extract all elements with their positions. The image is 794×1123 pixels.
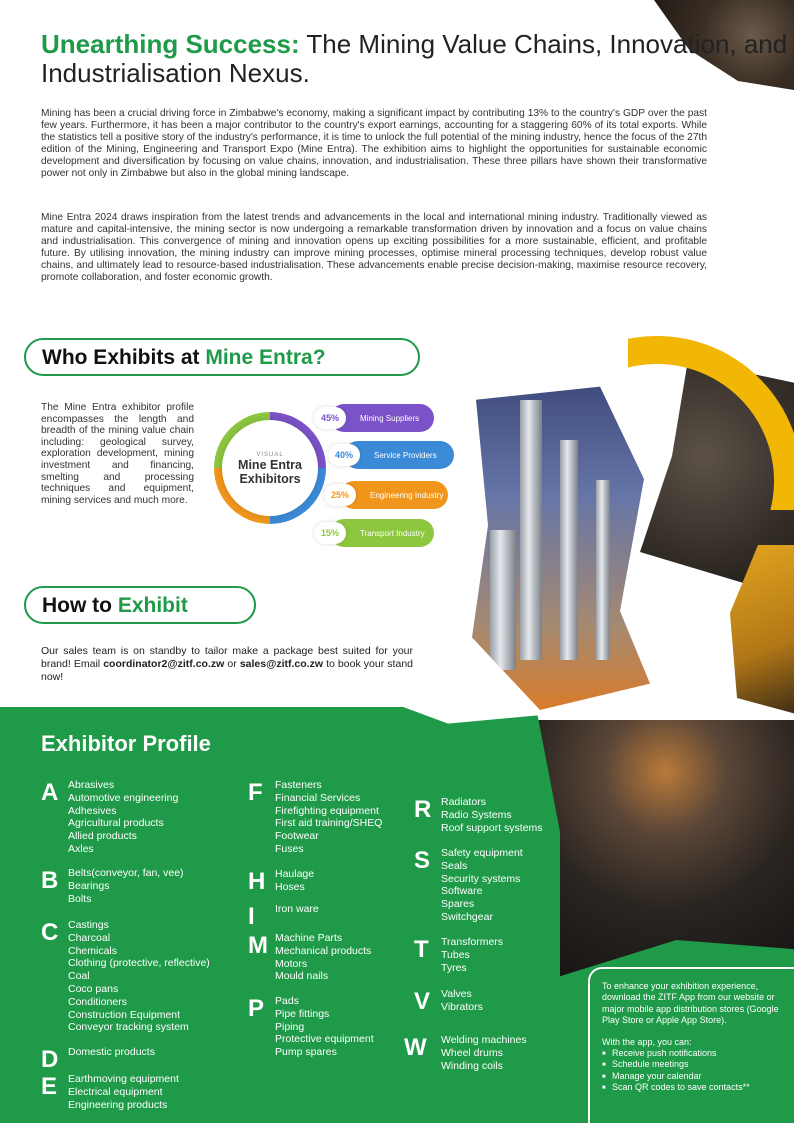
title-accent: Unearthing Success: (41, 29, 300, 59)
list-item: Allied products (68, 830, 137, 843)
list-item: Roof support systems (441, 821, 543, 834)
group-items (441, 936, 503, 974)
group-items (275, 903, 319, 916)
app-feature: ■ Scan QR codes to save contacts** (602, 1082, 784, 1093)
list-item: Pads (275, 995, 299, 1007)
list-item: Fuses (275, 842, 304, 855)
exhibitors-ring-label (222, 452, 318, 486)
group-items (441, 1034, 527, 1072)
list-item: Firefighting equipment (275, 804, 379, 817)
bar-label: Transport Industry (360, 528, 425, 538)
group-letter: M (248, 932, 268, 959)
bar-service-providers (344, 441, 454, 469)
how-text-before: Our sales team is on standby to tailor make a package best suited for your brand! Email (41, 645, 413, 670)
bar-pct-transport-industry: 15% (314, 522, 346, 544)
list-item: Chemicals (68, 944, 118, 957)
list-item: Vibrators (441, 1000, 483, 1013)
list-item: Conditioners (68, 995, 127, 1008)
list-item: Software (441, 885, 483, 898)
list-item: Radio Systems (441, 808, 512, 821)
group-letter: E (41, 1073, 58, 1100)
email-sales-link[interactable]: sales@zitf.co.zw (239, 658, 323, 670)
group-items (68, 867, 184, 905)
app-intro: To enhance your exhibition experience, download the ZITF App from our website or major mobile app distribution stores (Google Play Store or Apple App Store). (602, 981, 779, 1026)
list-item: Earthmoving equipment (68, 1073, 179, 1085)
list-item: Automotive engineering (68, 791, 179, 804)
list-item: Bolts (68, 892, 92, 905)
bar-pct-engineering-industry: 25% (324, 484, 356, 506)
intro-paragraph-1: Mining has been a crucial driving force in Zimbabwe's economy, making a significant impact by contributing 13% to the country's GDP over the past few years. Furthermore, it has been a major contributor to the country's export earnings, accounting for a staggering 60% of its total exports. While the statistics tell a positive story of the industry's performance, it is time to unlock the full potential of the mining industry, hence the focus of the 27th edition of the Mining, Engineering and Transport Expo (Mine Entra). The exhibition aims to highlight the opportunities for sustainable economic development and diversification by focusing on value chains, innovation, and industrialisation. These three pillars have shown their transformative power not only in Zimbabwe but also in the global mining landscape. (41, 108, 707, 179)
group-letter: F (248, 779, 263, 806)
list-item: Hoses (275, 880, 305, 893)
group-items (441, 847, 523, 924)
list-item: Wheel drums (441, 1046, 503, 1059)
group-letter: W (404, 1034, 427, 1061)
group-letter: V (414, 988, 431, 1015)
group-letter: P (248, 995, 265, 1022)
app-feature: ■ Manage your calendar (602, 1071, 784, 1082)
list-item: Charcoal (68, 931, 111, 944)
group-items (68, 1046, 155, 1059)
group-letter: R (414, 796, 432, 823)
list-item: Electrical equipment (68, 1085, 163, 1098)
list-item: Safety equipment (441, 847, 523, 859)
list-item: Financial Services (275, 791, 361, 804)
list-item: Pipe fittings (275, 1007, 330, 1020)
list-item: Switchgear (441, 910, 493, 923)
list-item: Machine Parts (275, 932, 343, 944)
app-feature: ■ Receive push notifications (602, 1048, 784, 1059)
how-to-exhibit-text (41, 645, 413, 684)
list-item: Fasteners (275, 779, 322, 791)
list-item: Motors (275, 957, 308, 970)
group-items (441, 796, 543, 834)
list-item: Axles (68, 842, 94, 855)
list-item: Domestic products (68, 1046, 155, 1058)
how-heading-plain: How to (42, 594, 118, 617)
list-item: Coal (68, 970, 90, 983)
list-item: Conveyor tracking system (68, 1021, 189, 1034)
who-heading-accent: Mine Entra? (205, 346, 326, 369)
group-items (275, 868, 314, 894)
bar-label: Engineering Industry (370, 490, 444, 500)
group-letter: I (248, 903, 255, 930)
bar-pct-service-providers: 40% (328, 444, 360, 466)
group-items (275, 779, 382, 856)
who-exhibits-text: The Mine Entra exhibitor profile encompasses the length and breadth of the mining value chain including: geological survey, exploration development, mining investment and financing, smelting and processing techniques and equipment, mining services and much more. (41, 402, 194, 506)
list-item: Mechanical products (275, 944, 372, 957)
app-with-label: With the app, you can: (602, 1036, 692, 1047)
title-rest: The Mining Value Chains, Innovation, and Industrialisation Nexus. (41, 29, 788, 88)
list-item: Winding coils (441, 1059, 503, 1072)
list-item: Tyres (441, 961, 467, 974)
list-item: Transformers (441, 936, 504, 948)
list-item: Construction Equipment (68, 1008, 181, 1021)
list-item: Mould nails (275, 970, 329, 983)
who-heading-plain: Who Exhibits at (42, 346, 206, 369)
list-item: Belts(conveyor, fan, vee) (68, 867, 184, 879)
how-text-mid: or (224, 658, 240, 670)
list-item: Engineering products (68, 1098, 168, 1111)
bar-engineering-industry (340, 481, 448, 509)
group-items (68, 779, 178, 856)
ring-small-label: VISUAL (256, 452, 284, 458)
group-items (68, 1073, 179, 1111)
list-item: Pump spares (275, 1046, 337, 1059)
list-item: Tubes (441, 948, 470, 961)
bar-label: Service Providers (374, 450, 437, 460)
list-item: First aid training/SHEQ (275, 817, 383, 830)
bar-pct-mining-suppliers: 45% (314, 407, 346, 429)
group-letter: S (414, 847, 431, 874)
list-item: Iron ware (275, 903, 319, 915)
list-item: Valves (441, 988, 472, 1000)
who-exhibits-heading (24, 338, 420, 376)
list-item: Coco pans (68, 982, 119, 995)
app-feature-list (602, 1048, 784, 1094)
list-item: Abrasives (68, 779, 115, 791)
list-item: Agricultural products (68, 817, 164, 830)
list-item: Radiators (441, 796, 486, 808)
app-promo-box (588, 967, 794, 1123)
coal-photo-bottom (530, 720, 794, 980)
group-letter: C (41, 919, 59, 946)
group-letter: T (414, 936, 429, 963)
app-feature: ■ Schedule meetings (602, 1059, 784, 1070)
intro-paragraph-2: Mine Entra 2024 draws inspiration from the latest trends and advancements in the local and international mining industry. Traditionally viewed as mature and capital-intensive, the mining sector is now undergoing a remarkable transformation driven by innovation and a focus on value chains and industrialisation. This convergence of mining and innovation opens up exciting possibilities for a more sustainable, efficient, and profitable future. By utilising innovation, the mining industry can improve mining processes, optimise mineral processing techniques, develop robust value chains, and ultimately lead to resource-based industrialisation. These advancements enable precise decision-making, maximise resource recovery, promote collaboration, and foster economic growth. (41, 212, 707, 283)
group-letter: D (41, 1046, 59, 1073)
email-coordinator-link[interactable]: coordinator2@zitf.co.zw (103, 658, 225, 670)
group-letter: A (41, 779, 59, 806)
group-items (275, 995, 374, 1059)
list-item: Bearings (68, 879, 110, 892)
bar-label: Mining Suppliers (360, 413, 420, 423)
list-item: Footwear (275, 830, 319, 843)
list-item: Haulage (275, 868, 315, 880)
group-items (441, 988, 483, 1014)
ring-main-label: Mine Entra Exhibitors (238, 458, 302, 486)
how-to-exhibit-heading (24, 586, 256, 624)
group-items (275, 932, 371, 983)
page-title (41, 30, 794, 88)
list-item: Piping (275, 1020, 305, 1033)
list-item: Spares (441, 898, 475, 911)
list-item: Clothing (protective, reflective) (68, 957, 210, 970)
how-text-after: to book your stand now! (41, 658, 413, 683)
list-item: Castings (68, 919, 109, 931)
how-heading-accent: Exhibit (117, 594, 188, 617)
exhibitor-profile-heading: Exhibitor Profile (41, 731, 211, 756)
group-letter: B (41, 867, 59, 894)
group-items (68, 919, 210, 1034)
list-item: Seals (441, 859, 468, 872)
list-item: Protective equipment (275, 1033, 374, 1046)
list-item: Security systems (441, 872, 521, 885)
group-letter: H (248, 868, 266, 895)
list-item: Welding machines (441, 1034, 527, 1046)
list-item: Adhesives (68, 804, 117, 817)
